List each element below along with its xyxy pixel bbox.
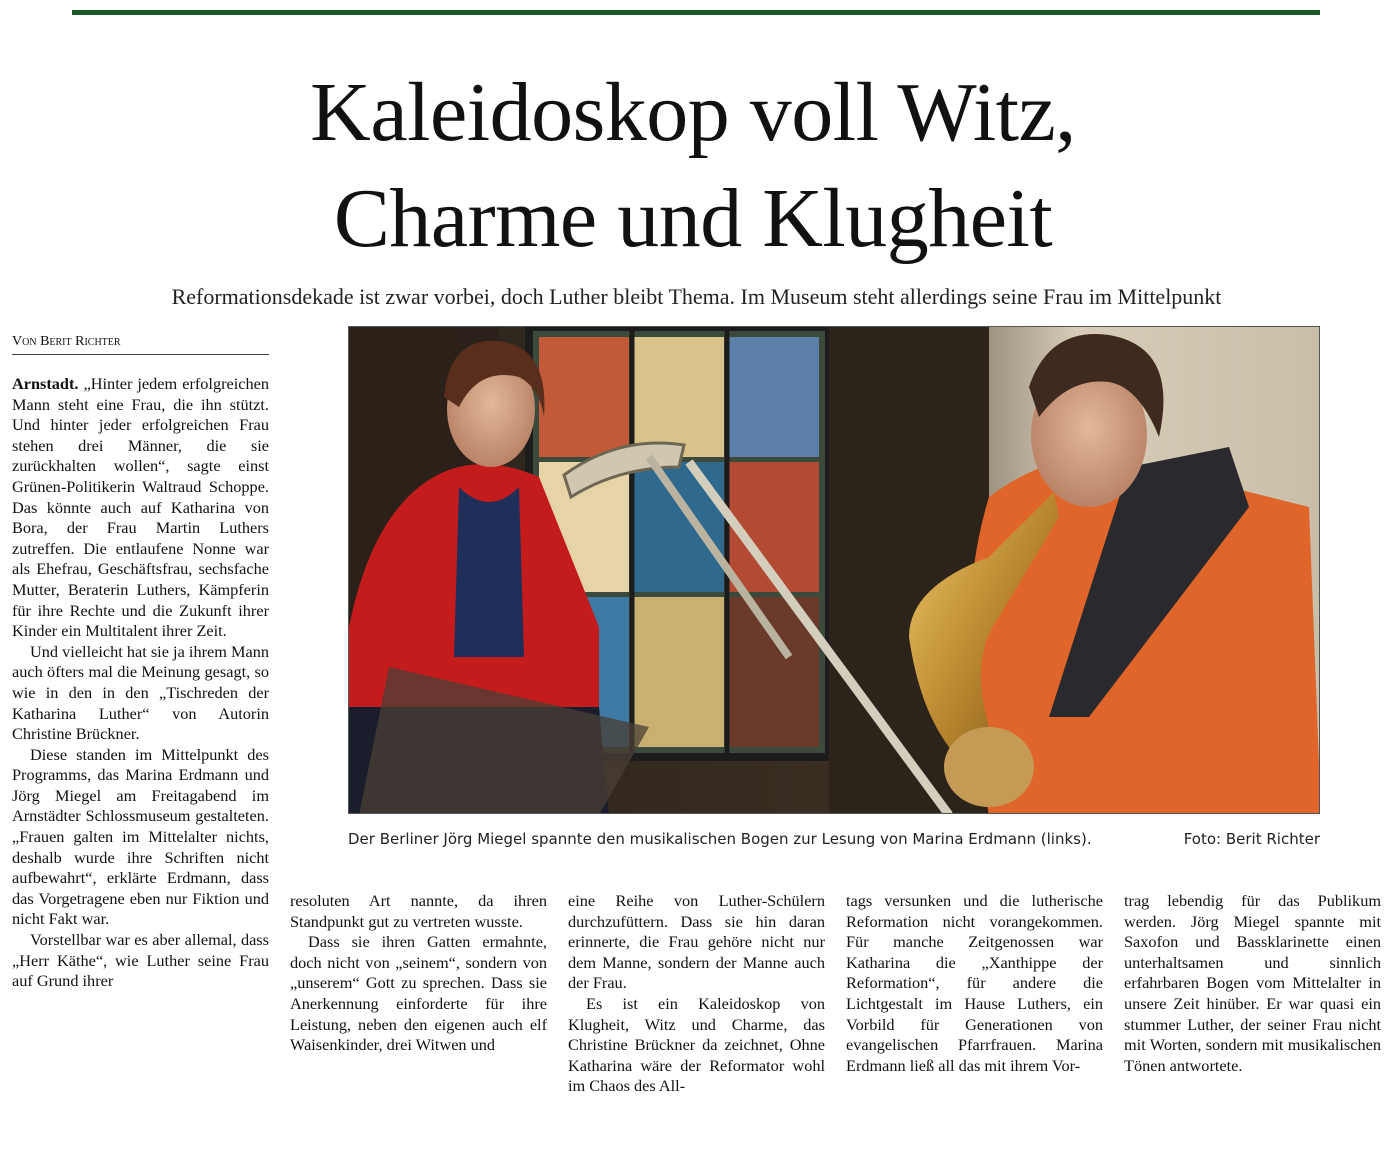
headline: [0, 60, 1386, 272]
paragraph: resoluten Art nannte, da ihren Standpunkt gut zu vertreten wusste.: [290, 891, 547, 931]
photo-illustration: [349, 327, 1320, 814]
body-column-5: [1124, 891, 1381, 1076]
paragraph: Dass sie ihren Gatten ermahnte, doch nicht von „seinem“, sondern von „unserem“ Gott zu sprechen. Dass sie Anerkennung einforderte für ihre Leistung, neben den eigenen auch elf Waisenkinder, drei Witwen und: [290, 932, 547, 1055]
photo-credit: Foto: Berit Richter: [1183, 830, 1320, 848]
byline: [12, 333, 269, 355]
dateline: Arnstadt.: [12, 374, 79, 393]
subheadline: Reformationsdekade ist zwar vorbei, doch Luther bleibt Thema. Im Museum steht allerdings seine Frau im Mittelpunkt: [171, 284, 1222, 309]
byline-prefix: Von: [12, 334, 37, 349]
top-rule: [72, 10, 1320, 15]
body-column-1: [12, 374, 269, 992]
paragraph: Vorstellbar war es aber allemal, dass „Herr Käthe“, wie Luther seine Frau auf Grund ihrer: [12, 930, 269, 991]
body-column-3: [568, 891, 825, 1097]
byline-author: Berit Richter: [40, 334, 121, 349]
paragraph: tags versunken und die lutherische Reformation nicht vorangekommen. Für manche Zeitgenossen war Katharina die „Xanthippe der Reformation“, für andere die Lichtgestalt im Hause Luthers, ein Vorbild für Generationen von evangelischen Pfarrfrauen. Marina Erdmann ließ all das mit ihrem Vor-: [846, 891, 1103, 1075]
paragraph: trag lebendig für das Publikum werden. Jörg Miegel spannte mit Saxofon und Bassklarinette einen unterhaltsamen und sinnlich erfahrbaren Bogen vom Mittelalter in unsere Zeit hinüber. Er war quasi ein stummer Luther, der seiner Frau nicht mit Worten, sondern mit musikalischen Tönen antwortete.: [1124, 891, 1381, 1075]
paragraph: Diese standen im Mittelpunkt des Programms, das Marina Erdmann und Jörg Miegel am Freitagabend im Arnstädter Schlossmuseum gestalteten. „Frauen galten im Mittelalter nichts, deshalb wurde ihre Schriften nicht aufbewahrt“, erklärte Erdmann, dass das Vorgetragene eben nur Fiktion und nicht Fakt war.: [12, 744, 269, 929]
paragraph: Es ist ein Kaleidoskop von Klugheit, Witz und Charme, das Christine Brückner da zeichnet, Ohne Katharina wäre der Reformator wohl im Chaos des All-: [568, 993, 825, 1096]
body-column-4: [846, 891, 1103, 1076]
photo-caption: [348, 828, 1320, 850]
paragraph: Und vielleicht hat sie ja ihrem Mann auch öfters mal die Meinung gesagt, so wie in den in den „Tischreden der Katharina Luther“ von Autorin Christine Brückner.: [12, 641, 269, 744]
paragraph: [12, 374, 269, 642]
headline-line-2: Charme und Klugheit: [333, 172, 1053, 265]
caption-text: Der Berliner Jörg Miegel spannte den musikalischen Bogen zur Lesung von Marina Erdmann (links).: [348, 830, 1092, 848]
headline-line-1: Kaleidoskop voll Witz,: [310, 66, 1076, 159]
paragraph: eine Reihe von Luther-Schülern durchzufüttern. Dass sie hin daran erinnerte, die Frau gehöre nicht nur dem Manne, sondern der Manne auch der Frau.: [568, 891, 825, 993]
article-photo: [348, 326, 1320, 814]
paragraph-text: „Hinter jedem erfolgreichen Mann steht eine Frau, die ihn stützt. Und hinter jeder erfolgreichen Frau stehen drei Männer, die sie zurückhalten wollen“, sagte einst Grünen-Politikerin Waltraud Schoppe. Das könnte auch auf Katharina von Bora, der Frau Martin Luthers zutreffen. Die entlaufene Nonne war als Ehefrau, Geschäftsfrau, sechsfache Mutter, Beraterin Luthers, Kämpferin für ihre Rechte und die Zukunft ihrer Kinder ein Multitalent ihrer Zeit.: [12, 374, 269, 641]
body-column-2: [290, 891, 547, 1056]
